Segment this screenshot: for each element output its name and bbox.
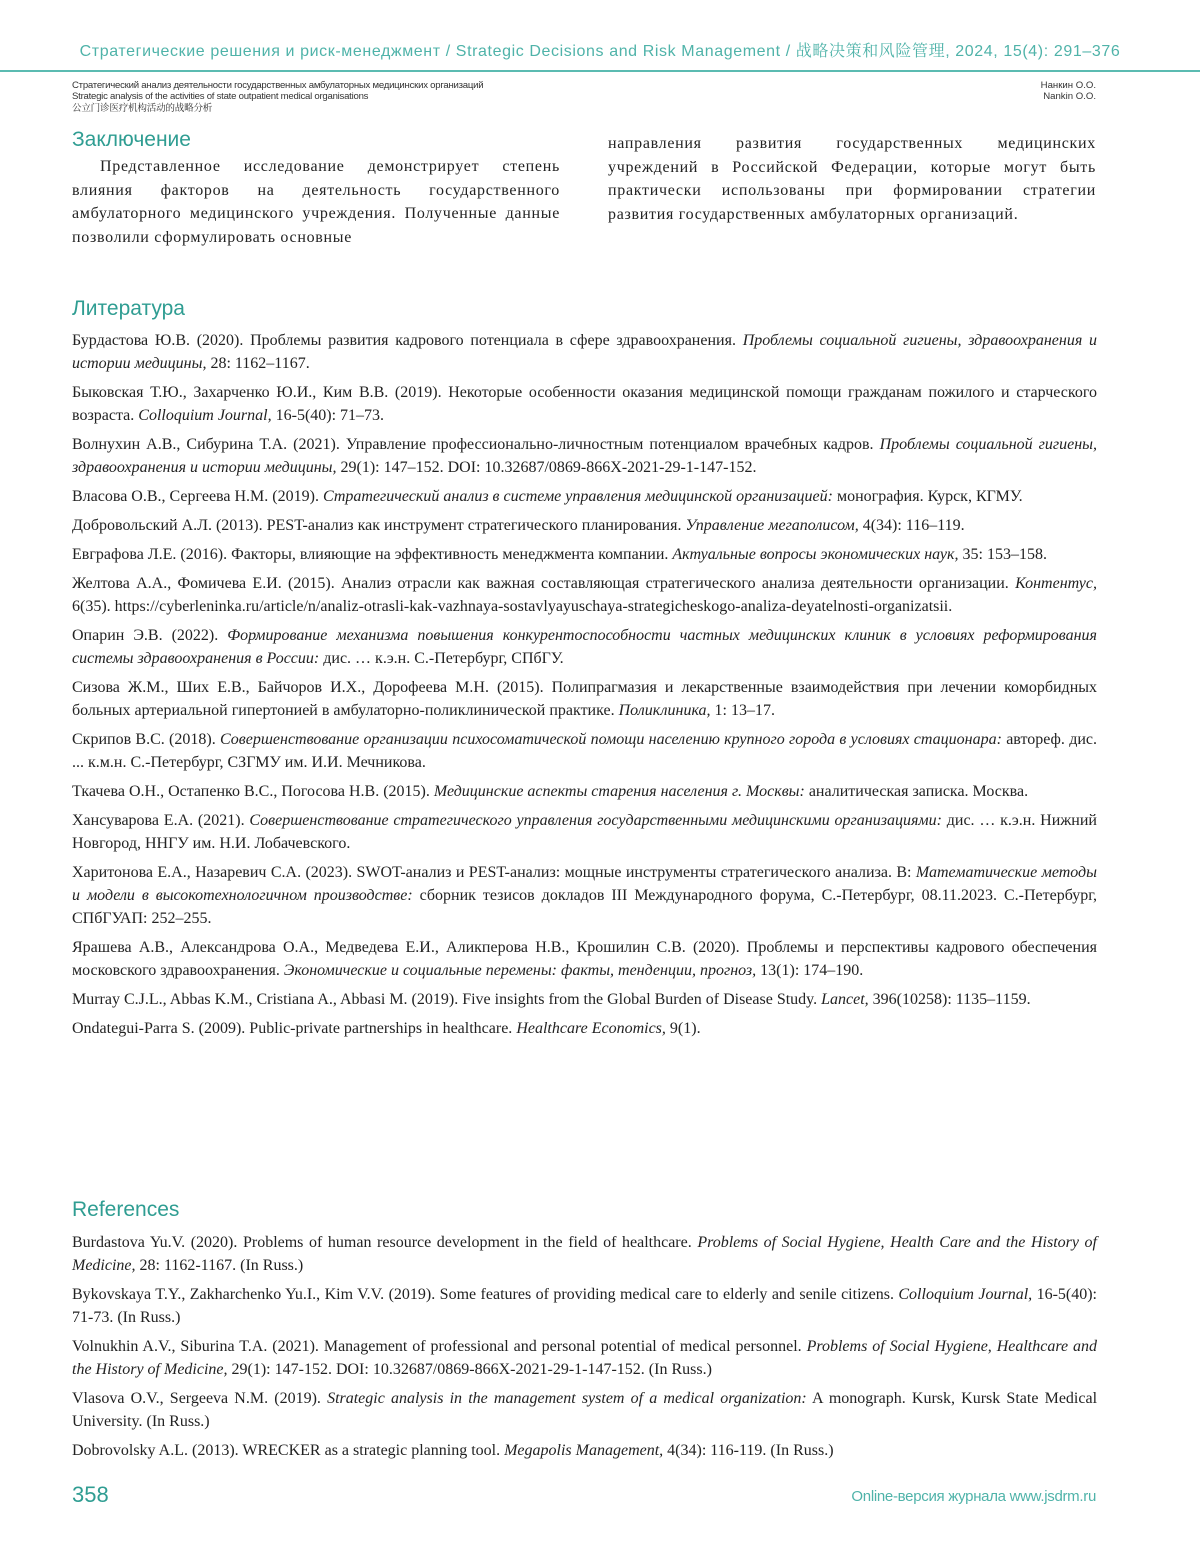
- author-en: Nankin O.O.: [1041, 91, 1096, 102]
- journal-online-link[interactable]: Online-версия журнала www.jsdrm.ru: [851, 1488, 1096, 1505]
- article-title-ru: Стратегический анализ деятельности государственных амбулаторных медицинских организаций: [72, 80, 772, 91]
- reference-entry: Vlasova O.V., Sergeeva N.M. (2019). Strategic analysis in the management system of a medical organization: A monograph. Kursk, Kursk State Medical University. (In Russ.): [72, 1387, 1097, 1433]
- literature-list: [72, 329, 1097, 1040]
- literature-entry: Харитонова Е.А., Назаревич С.А. (2023). SWOT-анализ и PEST-анализ: мощные инструменты стратегического анализа. В: Математические методы и модели в высокотехнологичном производстве: сборник тезисов докладов III Международного форума, С.-Петербург, 08.11.2023. С.-Петербург, СПбГУАП: 252–255.: [72, 861, 1097, 930]
- conclusion-text-1: Представленное исследование демонстрирует степень влияния факторов на деятельность государственного амбулаторного медицинского учреждения. Полученные данные позволили сформулировать основные: [72, 155, 560, 249]
- journal-header: Стратегические решения и риск-менеджмент / Strategic Decisions and Risk Management / 战略决策和风险管理, 2024, 15(4): 291–376: [0, 38, 1200, 61]
- conclusion-heading: Заключение: [72, 128, 191, 152]
- reference-entry: Dobrovolsky A.L. (2013). WRECKER as a strategic planning tool. Megapolis Management, 4(34): 116-119. (In Russ.): [72, 1439, 1097, 1462]
- header-rule: [0, 70, 1200, 72]
- reference-entry: Volnukhin A.V., Siburina T.A. (2021). Management of professional and personal potential of medical personnel. Problems of Social Hygiene, Healthcare and the History of Medicine, 29(1): 147-152. DOI: 10.32687/0869-866X-2021-29-1-147-152. (In Russ.): [72, 1335, 1097, 1381]
- references-list: [72, 1231, 1097, 1462]
- literature-entry: Евграфова Л.Е. (2016). Факторы, влияющие на эффективность менеджмента компании. Актуальные вопросы экономических наук, 35: 153–158.: [72, 543, 1097, 566]
- references-heading: References: [72, 1198, 179, 1222]
- literature-entry: Добровольский А.Л. (2013). PEST-анализ как инструмент стратегического планирования. Управление мегаполисом, 4(34): 116–119.: [72, 514, 1097, 537]
- article-title-zh: 公立门诊医疗机构活动的战略分析: [72, 103, 772, 114]
- literature-heading: Литература: [72, 297, 185, 321]
- literature-entry: Бурдастова Ю.В. (2020). Проблемы развития кадрового потенциала в сфере здравоохранения. Проблемы социальной гигиены, здравоохранения и истории медицины, 28: 1162–1167.: [72, 329, 1097, 375]
- literature-entry: Опарин Э.В. (2022). Формирование механизма повышения конкурентоспособности частных медицинских клиник в условиях реформирования системы здравоохранения в России: дис. … к.э.н. С.-Петербург, СПбГУ.: [72, 624, 1097, 670]
- conclusion-column-2: [608, 132, 1096, 226]
- literature-entry: Волнухин А.В., Сибурина Т.А. (2021). Управление профессионально-личностным потенциалом врачебных кадров. Проблемы социальной гигиены, здравоохранения и истории медицины, 29(1): 147–152. DOI: 10.32687/0869-866X-2021-29-1-147-152.: [72, 433, 1097, 479]
- literature-entry: Ярашева А.В., Александрова О.А., Медведева Е.И., Аликперова Н.В., Крошилин С.В. (2020). Проблемы и перспективы кадрового обеспечения московского здравоохранения. Экономические и социальные перемены: факты, тенденции, прогноз, 13(1): 174–190.: [72, 936, 1097, 982]
- reference-entry: Bykovskaya T.Y., Zakharchenko Yu.I., Kim V.V. (2019). Some features of providing medical care to elderly and senile citizens. Colloquium Journal, 16-5(40): 71-73. (In Russ.): [72, 1283, 1097, 1329]
- literature-entry: Хансуварова Е.А. (2021). Совершенствование стратегического управления государственными медицинскими организациями: дис. … к.э.н. Нижний Новгород, ННГУ им. Н.И. Лобачевского.: [72, 809, 1097, 855]
- article-title-en: Strategic analysis of the activities of state outpatient medical organisations: [72, 91, 772, 102]
- literature-entry: Ткачева О.Н., Остапенко В.С., Погосова Н.В. (2015). Медицинские аспекты старения населения г. Москвы: аналитическая записка. Москва.: [72, 780, 1097, 803]
- author-ru: Нанкин О.О.: [1041, 80, 1096, 91]
- literature-entry: Быковская Т.Ю., Захарченко Ю.И., Ким В.В. (2019). Некоторые особенности оказания медицинской помощи гражданам пожилого и старческого возраста. Colloquium Journal, 16-5(40): 71–73.: [72, 381, 1097, 427]
- literature-entry: Сизова Ж.М., Ших Е.В., Байчоров И.Х., Дорофеева М.Н. (2015). Полипрагмазия и лекарственные взаимодействия при лечении коморбидных больных артериальной гипертонией в амбулаторно-поликлинической практике. Поликлиника, 1: 13–17.: [72, 676, 1097, 722]
- article-titles: [72, 80, 772, 114]
- reference-entry: Burdastova Yu.V. (2020). Problems of human resource development in the field of healthcare. Problems of Social Hygiene, Health Care and the History of Medicine, 28: 1162-1167. (In Russ.): [72, 1231, 1097, 1277]
- literature-entry: Ondategui-Parra S. (2009). Public-private partnerships in healthcare. Healthcare Economics, 9(1).: [72, 1017, 1097, 1040]
- literature-entry: Скрипов В.С. (2018). Совершенствование организации психосоматической помощи населению крупного города в условиях стационара: автореф. дис. ... к.м.н. С.-Петербург, СЗГМУ им. И.И. Мечникова.: [72, 728, 1097, 774]
- literature-entry: Власова О.В., Сергеева Н.М. (2019). Стратегический анализ в системе управления медицинской организацией: монография. Курск, КГМУ.: [72, 485, 1097, 508]
- page-number: 358: [72, 1482, 109, 1508]
- conclusion-text-2: направления развития государственных медицинских учреждений в Российской Федерации, которые могут быть практически использованы при формировании стратегии развития государственных амбулаторных организаций.: [608, 132, 1096, 226]
- literature-entry: Желтова А.А., Фомичева Е.И. (2015). Анализ отрасли как важная составляющая стратегического анализа деятельности организации. Контентус, 6(35). https://cyberleninka.ru/article/n/analiz-otrasli-kak-vazhnaya-sostavlyayuschaya-strategicheskogo-analiza-deyatelnosti-organizatsii.: [72, 572, 1097, 618]
- conclusion-column-1: [72, 155, 560, 249]
- literature-entry: Murray C.J.L., Abbas K.M., Cristiana A., Abbasi M. (2019). Five insights from the Global Burden of Disease Study. Lancet, 396(10258): 1135–1159.: [72, 988, 1097, 1011]
- article-authors: [1041, 80, 1096, 103]
